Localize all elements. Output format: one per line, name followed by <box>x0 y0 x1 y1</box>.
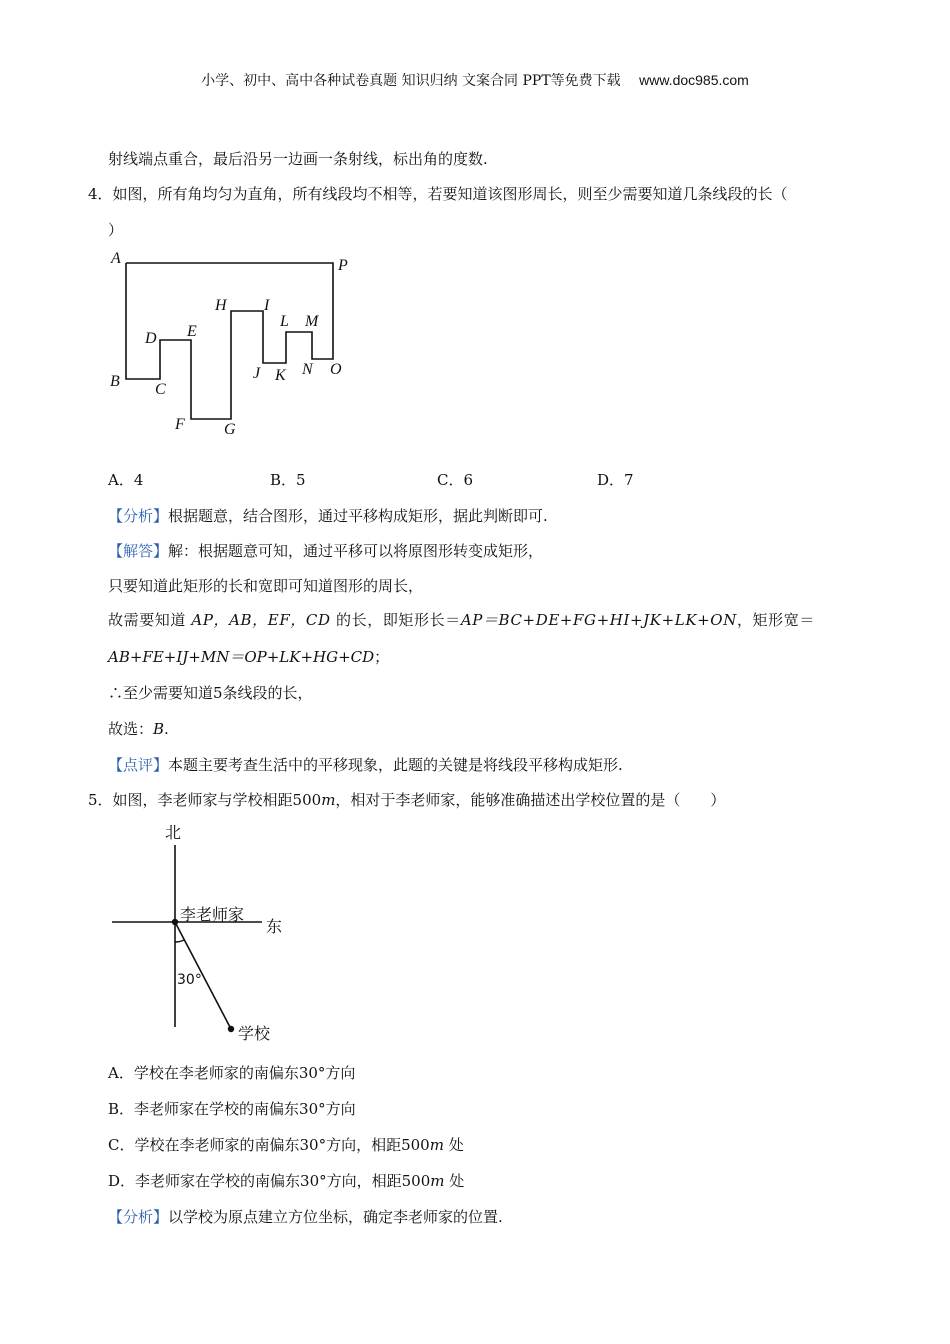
north-label: 北 <box>165 823 182 842</box>
q4-question-line2: ） <box>108 221 124 239</box>
q5-option-b[interactable] <box>108 1098 356 1119</box>
solution-line4-formula: AB+FE+IJ+MN＝OP+LK+HG+CD <box>108 648 375 666</box>
q5-option-a-text: A．学校在李老师家的南偏东30°方向 <box>108 1064 356 1082</box>
school-label: 学校 <box>238 1024 271 1043</box>
analysis-text: 根据题意，结合图形，通过平移构成矩形，据此判断即可. <box>168 507 548 525</box>
analysis-tag: 【分析】 <box>108 507 169 525</box>
solution-line3-a: 故需要知道 <box>108 611 187 629</box>
q4-option-a[interactable]: A．4 <box>108 471 144 489</box>
solution-answer: B <box>153 720 165 738</box>
solution-line4-end: ； <box>374 648 390 666</box>
q5-option-d-text: D．李老师家在学校的南偏东30°方向，相距500 <box>108 1172 431 1190</box>
label-A: A <box>111 250 121 267</box>
header-title: 小学、初中、高中各种试卷真题 知识归纳 文案合同 PPT等免费下载 <box>201 73 621 89</box>
intro-line: 射线端点重合，最后沿另一边画一条射线，标出角的度数. <box>108 150 488 168</box>
angle-label: 30° <box>177 972 202 988</box>
q5-question-m: m <box>321 791 336 809</box>
comment-text: 本题主要考查生活中的平移现象，此题的关键是将线段平移构成矩形. <box>168 756 623 774</box>
q4-option-d[interactable]: D．7 <box>597 471 634 489</box>
label-H: H <box>215 297 227 314</box>
label-F: F <box>175 416 185 433</box>
header-site[interactable]: www.doc985.com <box>639 72 749 88</box>
solution-line3-vars: AP，AB，EF，CD <box>191 611 331 629</box>
q5-analysis-tag: 【分析】 <box>108 1208 169 1226</box>
label-N: N <box>302 361 313 378</box>
label-E: E <box>187 323 197 340</box>
solution-line6-a: 故选： <box>108 720 154 738</box>
q5-option-d-post: 处 <box>444 1172 465 1190</box>
q5-option-c-unit: m <box>429 1136 444 1154</box>
angle-arc <box>175 940 184 942</box>
school-point <box>228 1026 234 1032</box>
solution-line6-c: . <box>164 720 169 738</box>
label-P: P <box>338 257 348 274</box>
q4-option-b[interactable]: B．5 <box>270 471 306 489</box>
label-L: L <box>280 313 289 330</box>
solution-line3-b: 的长，即矩形长＝ <box>336 611 461 629</box>
q4-solution-line5: ∴至少需要知道5条线段的长， <box>108 684 313 702</box>
q5-option-a[interactable] <box>108 1062 355 1083</box>
q4-option-c[interactable]: C．6 <box>437 471 474 489</box>
q5-option-d[interactable] <box>108 1170 464 1191</box>
solution-tag: 【解答】 <box>108 542 169 560</box>
label-O: O <box>330 361 342 378</box>
label-D: D <box>145 330 157 347</box>
q5-question-a: 5．如图，李老师家与学校相距500 <box>88 791 322 809</box>
home-point <box>172 919 178 925</box>
home-label: 李老师家 <box>180 905 245 924</box>
q5-option-c-post: 处 <box>443 1136 464 1154</box>
q4-question-line1: 4．如图，所有角均匀为直角，所有线段均不相等，若要知道该图形周长，则至少需要知道几条线段的长（ <box>88 185 788 203</box>
label-M: M <box>305 313 319 330</box>
q5-option-c-text: C．学校在李老师家的南偏东30°方向，相距500 <box>108 1136 430 1154</box>
q5-option-d-unit: m <box>430 1172 445 1190</box>
q5-question-b: ，相对于李老师家，能够准确描述出学校位置的是（ ） <box>335 791 726 809</box>
q5-option-c[interactable] <box>108 1134 464 1155</box>
label-K: K <box>275 367 286 384</box>
solution-line3-c: ，矩形宽＝ <box>736 611 815 629</box>
east-label: 东 <box>266 917 283 936</box>
label-G: G <box>224 421 236 438</box>
label-J: J <box>253 365 261 382</box>
q4-solution-line2: 只要知道此矩形的长和宽即可知道图形的周长， <box>108 577 424 595</box>
q5-analysis-text: 以学校为原点建立方位坐标，确定李老师家的位置. <box>168 1208 503 1226</box>
q5-analysis <box>108 1206 503 1227</box>
q5-option-b-text: B．李老师家在学校的南偏东30°方向 <box>108 1100 356 1118</box>
label-C: C <box>155 381 166 398</box>
solution-line3-formula: AP＝BC+DE+FG+HI+JK+LK+ON <box>460 611 737 629</box>
solution-text-1: 解：根据题意可知，通过平移可以将原图形转变成矩形， <box>168 542 544 560</box>
comment-tag: 【点评】 <box>108 756 169 774</box>
label-I: I <box>264 297 270 314</box>
label-B: B <box>110 373 120 390</box>
